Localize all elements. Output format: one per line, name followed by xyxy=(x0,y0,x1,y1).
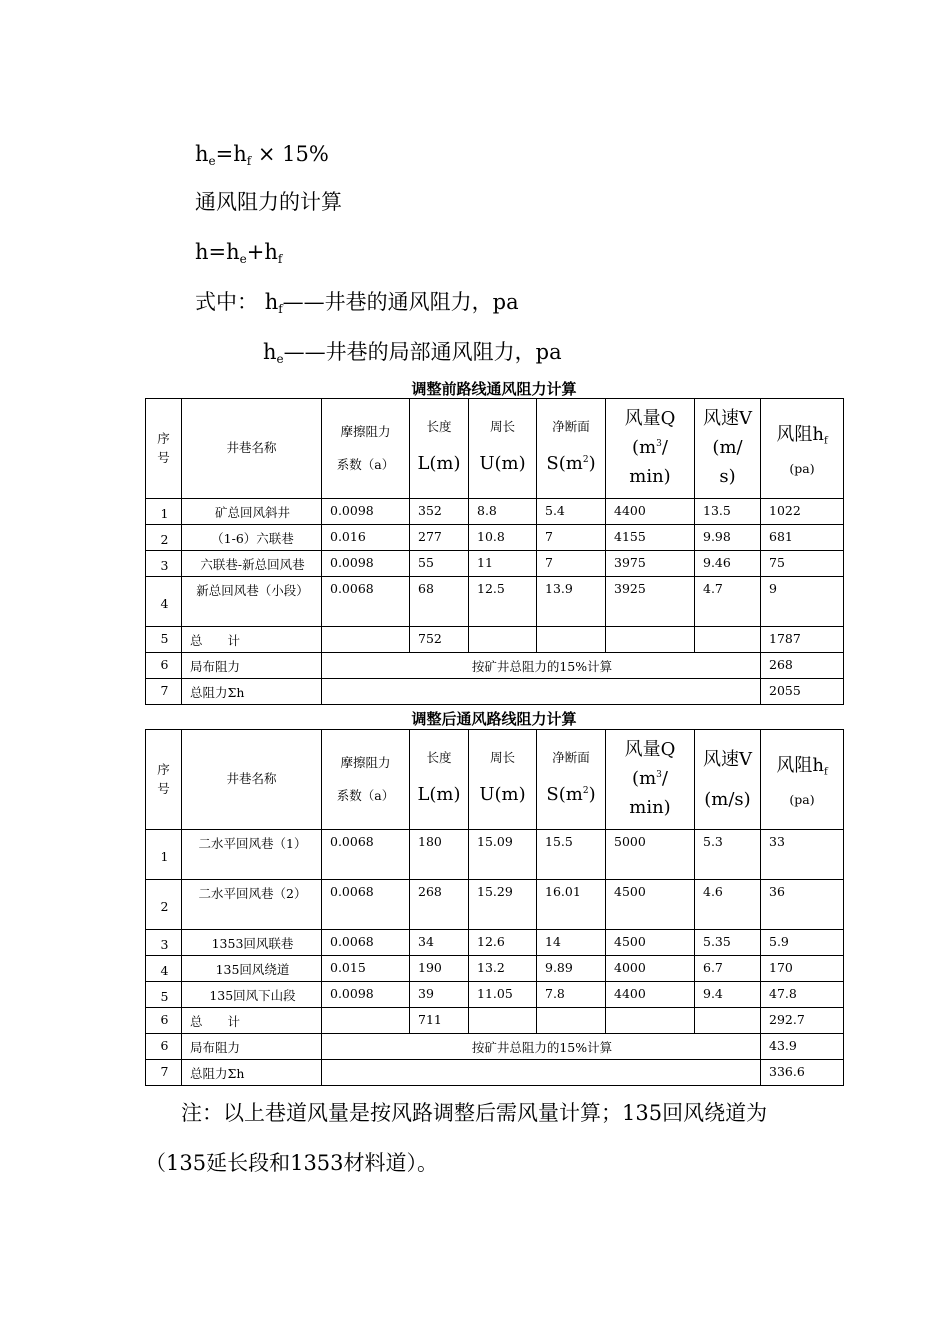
cell-coef: 0.0068 xyxy=(322,830,410,880)
cell-length: 190 xyxy=(410,956,469,982)
cell-seq: 7 xyxy=(146,1060,182,1086)
cell-area: 9.89 xyxy=(537,956,606,982)
header-resistance: 风阻$h_f$ (pa) xyxy=(761,399,844,499)
cell-length: 68 xyxy=(410,577,469,627)
cell-perimeter: 8.8 xyxy=(469,499,537,525)
table2-body xyxy=(146,830,844,1086)
total-row xyxy=(146,1008,844,1034)
cell-seq: 5 xyxy=(146,627,182,653)
cell-coef: 0.0068 xyxy=(322,880,410,930)
cell-speed: 9.46 xyxy=(695,551,761,577)
cell-seq: 4 xyxy=(146,577,182,627)
table1-title: 调整前路线通风阻力计算 xyxy=(411,380,577,398)
header-length: 长度 L(m) xyxy=(410,730,469,830)
cell-coef: 0.016 xyxy=(322,525,410,551)
header-seq: 序 号 xyxy=(146,730,182,830)
header-flow: 风量Q ($m^3/$ min) xyxy=(606,730,695,830)
header-coef: 摩擦阻力 系数（a） xyxy=(322,730,410,830)
cell-name: （1-6）六联巷 xyxy=(182,525,322,551)
cell-speed: 4.6 xyxy=(695,880,761,930)
formula-legend-he: $h_e——$井巷的局部通风阻力，pa xyxy=(263,340,562,366)
cell-area xyxy=(537,1008,606,1034)
cell-coef: 0.0068 xyxy=(322,577,410,627)
cell-perimeter xyxy=(469,627,537,653)
cell-seq: 4 xyxy=(146,956,182,982)
cell-speed xyxy=(695,1008,761,1034)
cell-name: 二水平回风巷（1） xyxy=(182,830,322,880)
cell-speed: 5.35 xyxy=(695,930,761,956)
cell-flow: 4400 xyxy=(606,982,695,1008)
cell-name: 1353回风联巷 xyxy=(182,930,322,956)
cell-resistance: 9 xyxy=(761,577,844,627)
cell-area: 7 xyxy=(537,525,606,551)
table-row xyxy=(146,830,844,880)
cell-blank xyxy=(322,679,761,705)
cell-local-note: 按矿井总阻力的15%计算 xyxy=(322,1034,761,1060)
cell-speed: 4.7 xyxy=(695,577,761,627)
table2 xyxy=(145,729,844,1086)
local-resistance-row xyxy=(146,653,844,679)
cell-length: 268 xyxy=(410,880,469,930)
cell-resistance: 5.9 xyxy=(761,930,844,956)
cell-perimeter: 11 xyxy=(469,551,537,577)
cell-coef: 0.015 xyxy=(322,956,410,982)
cell-length: 180 xyxy=(410,830,469,880)
cell-flow: 4500 xyxy=(606,930,695,956)
table-row xyxy=(146,499,844,525)
cell-name: 总 计 xyxy=(182,1008,322,1034)
cell-seq: 1 xyxy=(146,830,182,880)
cell-perimeter: 11.05 xyxy=(469,982,537,1008)
cell-seq: 5 xyxy=(146,982,182,1008)
cell-name: 135回风下山段 xyxy=(182,982,322,1008)
section-heading: 通风阻力的计算 xyxy=(195,190,342,214)
header-area: 净断面 $S(m^2)$ xyxy=(537,399,606,499)
sum-row xyxy=(146,1060,844,1086)
cell-area: 7 xyxy=(537,551,606,577)
cell-name: 总阻力Σh xyxy=(182,1060,322,1086)
formula-he: $h_e=h_f \times 15\%$ xyxy=(195,142,329,168)
cell-flow xyxy=(606,1008,695,1034)
cell-name: 矿总回风斜井 xyxy=(182,499,322,525)
cell-seq: 2 xyxy=(146,525,182,551)
formula-legend-hf: 式中： $h_f——$井巷的通风阻力，pa xyxy=(195,290,519,316)
cell-seq: 6 xyxy=(146,1034,182,1060)
cell-speed: 5.3 xyxy=(695,830,761,880)
table-row xyxy=(146,551,844,577)
header-coef: 摩擦阻力 系数（a） xyxy=(322,399,410,499)
cell-length: 39 xyxy=(410,982,469,1008)
cell-coef: 0.0098 xyxy=(322,982,410,1008)
cell-flow: 4400 xyxy=(606,499,695,525)
cell-seq: 1 xyxy=(146,499,182,525)
formula-h-total: $h=h_e+h_f$ xyxy=(195,240,283,266)
cell-length: 352 xyxy=(410,499,469,525)
cell-perimeter: 10.8 xyxy=(469,525,537,551)
cell-flow: 5000 xyxy=(606,830,695,880)
cell-length: 55 xyxy=(410,551,469,577)
cell-resistance: 43.9 xyxy=(761,1034,844,1060)
cell-perimeter: 12.5 xyxy=(469,577,537,627)
cell-perimeter: 12.6 xyxy=(469,930,537,956)
cell-resistance: 681 xyxy=(761,525,844,551)
cell-resistance: 2055 xyxy=(761,679,844,705)
cell-coef: 0.0098 xyxy=(322,551,410,577)
header-name: 井巷名称 xyxy=(182,399,322,499)
table-row xyxy=(146,577,844,627)
cell-resistance: 33 xyxy=(761,830,844,880)
table1 xyxy=(145,398,844,705)
cell-coef: 0.0068 xyxy=(322,930,410,956)
cell-length: 277 xyxy=(410,525,469,551)
table-row xyxy=(146,880,844,930)
cell-resistance: 47.8 xyxy=(761,982,844,1008)
cell-coef xyxy=(322,1008,410,1034)
header-speed: 风速V (m/ s) xyxy=(695,399,761,499)
header-flow: 风量Q ($m^3/$ min) xyxy=(606,399,695,499)
cell-seq: 6 xyxy=(146,1008,182,1034)
table-row xyxy=(146,930,844,956)
table-row xyxy=(146,982,844,1008)
header-speed: 风速V (m/s) xyxy=(695,730,761,830)
cell-area: 15.5 xyxy=(537,830,606,880)
table2-title: 调整后通风路线阻力计算 xyxy=(411,710,577,728)
cell-area: 13.9 xyxy=(537,577,606,627)
cell-coef xyxy=(322,627,410,653)
cell-seq: 6 xyxy=(146,653,182,679)
sum-row xyxy=(146,679,844,705)
cell-flow xyxy=(606,627,695,653)
cell-perimeter: 13.2 xyxy=(469,956,537,982)
header-perimeter: 周长 U(m) xyxy=(469,730,537,830)
cell-local-note: 按矿井总阻力的15%计算 xyxy=(322,653,761,679)
cell-speed: 13.5 xyxy=(695,499,761,525)
cell-speed: 6.7 xyxy=(695,956,761,982)
cell-perimeter: 15.09 xyxy=(469,830,537,880)
cell-coef: 0.0098 xyxy=(322,499,410,525)
header-seq: 序 号 xyxy=(146,399,182,499)
cell-name: 局布阻力 xyxy=(182,653,322,679)
cell-length: 34 xyxy=(410,930,469,956)
cell-name: 总 计 xyxy=(182,627,322,653)
cell-perimeter xyxy=(469,1008,537,1034)
total-row xyxy=(146,627,844,653)
header-area: 净断面 $S(m^2)$ xyxy=(537,730,606,830)
footnote: 注：以上巷道风量是按风路调整后需风量计算；135回风绕道为（135延长段和1353材料道）。 xyxy=(145,1101,768,1175)
cell-name: 二水平回风巷（2） xyxy=(182,880,322,930)
cell-length: 752 xyxy=(410,627,469,653)
cell-area: 14 xyxy=(537,930,606,956)
table1-body xyxy=(146,499,844,705)
header-name: 井巷名称 xyxy=(182,730,322,830)
cell-area: 5.4 xyxy=(537,499,606,525)
cell-flow: 3925 xyxy=(606,577,695,627)
cell-area: 7.8 xyxy=(537,982,606,1008)
table-row xyxy=(146,956,844,982)
cell-flow: 3975 xyxy=(606,551,695,577)
table1-header-row xyxy=(146,399,844,499)
header-resistance: 风阻$h_f$ (pa) xyxy=(761,730,844,830)
cell-flow: 4500 xyxy=(606,880,695,930)
table2-header-row xyxy=(146,730,844,830)
cell-name: 总阻力Σh xyxy=(182,679,322,705)
cell-resistance: 1022 xyxy=(761,499,844,525)
cell-name: 局布阻力 xyxy=(182,1034,322,1060)
cell-resistance: 36 xyxy=(761,880,844,930)
cell-name: 135回风绕道 xyxy=(182,956,322,982)
table-row xyxy=(146,525,844,551)
cell-speed xyxy=(695,627,761,653)
cell-resistance: 268 xyxy=(761,653,844,679)
local-resistance-row xyxy=(146,1034,844,1060)
cell-seq: 3 xyxy=(146,930,182,956)
cell-length: 711 xyxy=(410,1008,469,1034)
cell-flow: 4000 xyxy=(606,956,695,982)
header-length: 长度 L(m) xyxy=(410,399,469,499)
cell-seq: 2 xyxy=(146,880,182,930)
cell-seq: 3 xyxy=(146,551,182,577)
cell-seq: 7 xyxy=(146,679,182,705)
cell-perimeter: 15.29 xyxy=(469,880,537,930)
cell-area: 16.01 xyxy=(537,880,606,930)
cell-flow: 4155 xyxy=(606,525,695,551)
cell-resistance: 292.7 xyxy=(761,1008,844,1034)
cell-speed: 9.4 xyxy=(695,982,761,1008)
cell-resistance: 336.6 xyxy=(761,1060,844,1086)
cell-speed: 9.98 xyxy=(695,525,761,551)
cell-resistance: 75 xyxy=(761,551,844,577)
cell-blank xyxy=(322,1060,761,1086)
cell-resistance: 170 xyxy=(761,956,844,982)
cell-name: 六联巷-新总回风巷 xyxy=(182,551,322,577)
cell-resistance: 1787 xyxy=(761,627,844,653)
header-perimeter: 周长 U(m) xyxy=(469,399,537,499)
cell-name: 新总回风巷（小段） xyxy=(182,577,322,627)
cell-area xyxy=(537,627,606,653)
